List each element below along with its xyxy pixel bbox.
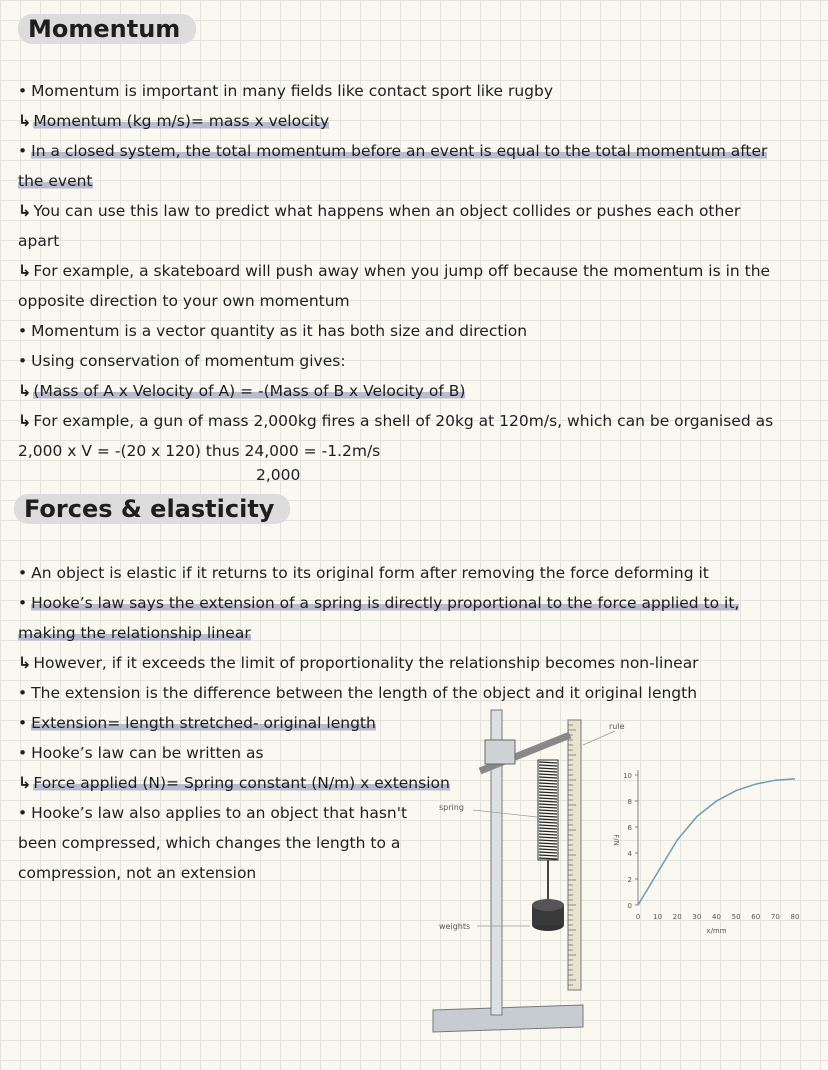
note-text: Using conservation of momentum gives:	[31, 352, 346, 370]
y-tick-label: 4	[627, 850, 632, 858]
arrow-icon: ↳	[18, 111, 32, 130]
note-line	[18, 140, 767, 162]
note-text: Hooke’s law also applies to an object that hasn't	[31, 804, 408, 822]
note-text: 2,000 x V = -(20 x 120) thus 24,000 = -1.2m/s	[18, 442, 381, 460]
x-axis-label: x/mm	[706, 927, 727, 935]
note-text: (Mass of A x Velocity of A) = -(Mass of B x Velocity of B)	[33, 382, 466, 400]
note-line	[18, 622, 251, 644]
note-line	[18, 862, 256, 884]
x-tick-label: 20	[672, 913, 682, 921]
x-tick-label: 0	[635, 913, 641, 921]
spring-coil	[539, 786, 557, 787]
x-tick-label: 50	[731, 913, 741, 921]
note-text: Momentum is important in many fields like contact sport like rugby	[31, 82, 553, 100]
spring-label: spring	[439, 803, 464, 812]
note-line	[18, 832, 400, 854]
note-text: You can use this law to predict what happens when an object collides or pushes each other	[33, 202, 741, 220]
spring-coil	[539, 774, 557, 775]
note-text: For example, a skateboard will push away when you jump off because the momentum is in the	[33, 262, 771, 280]
spring-coil	[539, 846, 557, 847]
spring-coil	[539, 801, 557, 802]
note-line	[18, 230, 59, 252]
heading-forces-elasticity: Forces & elasticity	[14, 494, 290, 524]
note-text: Extension= length stretched- original length	[31, 714, 376, 732]
x-tick-label: 10	[653, 913, 663, 921]
y-tick-label: 0	[627, 902, 632, 910]
arrow-icon: ↳	[18, 261, 32, 280]
note-text: Force applied (N)= Spring constant (N/m) x extension	[33, 774, 450, 792]
note-line	[18, 80, 553, 102]
y-tick-label: 10	[623, 772, 632, 780]
arrow-icon: ↳	[18, 773, 32, 792]
spring-coil	[539, 795, 557, 796]
y-tick-label: 6	[627, 824, 632, 832]
spring-coil	[539, 816, 557, 817]
spring-coil	[539, 810, 557, 811]
spring-coil	[539, 849, 557, 850]
note-line	[18, 652, 699, 674]
note-line	[18, 350, 346, 372]
bullet-icon: •	[18, 804, 28, 822]
bullet-icon: •	[18, 744, 28, 762]
spring-coil	[539, 798, 557, 799]
note-line	[18, 682, 697, 704]
spring-coil	[539, 807, 557, 808]
bullet-icon: •	[18, 142, 28, 160]
arrow-icon: ↳	[18, 381, 32, 400]
y-tick-label: 2	[627, 876, 632, 884]
bullet-icon: •	[18, 352, 28, 370]
base-plate	[433, 1005, 583, 1032]
weight-top	[532, 899, 564, 911]
arrow-icon: ↳	[18, 201, 32, 220]
spring-coil	[539, 768, 557, 769]
note-line	[18, 410, 773, 432]
note-text: Hooke’s law can be written as	[31, 744, 264, 762]
spring-coil	[539, 789, 557, 790]
note-line	[18, 290, 350, 312]
x-tick-label: 40	[712, 913, 721, 921]
spring-coil	[539, 831, 557, 832]
note-line	[18, 110, 329, 132]
spring-coil	[539, 771, 557, 772]
spring-coils	[539, 762, 557, 859]
note-line	[18, 742, 264, 764]
x-tick-label: 30	[692, 913, 702, 921]
force-extension-chart	[600, 760, 800, 1005]
arrow-icon: ↳	[18, 653, 32, 672]
note-text: In a closed system, the total momentum before an event is equal to the total momentum after	[31, 142, 768, 160]
note-text: Momentum (kg m/s)= mass x velocity	[33, 112, 330, 130]
spring-coil	[539, 792, 557, 793]
spring-coil	[539, 840, 557, 841]
note-line	[18, 200, 740, 222]
spring-coil	[539, 837, 557, 838]
y-axis-label: F/N	[612, 834, 620, 846]
note-line	[18, 260, 770, 282]
force-extension-curve	[638, 779, 795, 905]
note-text: Momentum is a vector quantity as it has both size and direction	[31, 322, 528, 340]
note-text: However, if it exceeds the limit of proportionality the relationship becomes non-linear	[33, 654, 699, 672]
spring-apparatus-diagram	[425, 705, 625, 1050]
y-tick-label: 8	[627, 798, 632, 806]
note-line	[18, 320, 527, 342]
spring-coil	[539, 843, 557, 844]
clamp	[485, 740, 515, 764]
spring-coil	[539, 804, 557, 805]
note-text: been compressed, which changes the length to a	[18, 834, 401, 852]
fraction-denominator: 2,000	[256, 466, 301, 484]
spring-coil	[539, 819, 557, 820]
note-text: For example, a gun of mass 2,000kg fires a shell of 20kg at 120m/s, which can be organised as	[33, 412, 774, 430]
note-line	[18, 802, 407, 824]
spring-coil	[539, 828, 557, 829]
note-text: An object is elastic if it returns to its original form after removing the force deforming it	[31, 564, 709, 582]
arrow-icon: ↳	[18, 411, 32, 430]
bullet-icon: •	[18, 322, 28, 340]
note-line	[18, 380, 465, 402]
spring-coil	[539, 813, 557, 814]
bullet-icon: •	[18, 714, 28, 732]
note-text: The extension is the difference between the length of the object and it original length	[31, 684, 698, 702]
spring-coil	[539, 825, 557, 826]
rule-label: rule	[609, 722, 625, 731]
note-line	[18, 562, 709, 584]
spring-coil	[539, 822, 557, 823]
note-line	[18, 772, 450, 794]
note-text: making the relationship linear	[18, 624, 251, 642]
note-line	[18, 440, 380, 462]
weights-label: weights	[439, 922, 471, 931]
bullet-icon: •	[18, 82, 28, 100]
heading-momentum: Momentum	[18, 14, 196, 44]
spring-coil	[539, 852, 557, 853]
spring-coil	[539, 855, 557, 856]
spring-leader	[473, 810, 537, 817]
note-text: opposite direction to your own momentum	[18, 292, 350, 310]
bullet-icon: •	[18, 564, 28, 582]
note-text: the event	[18, 172, 93, 190]
bullet-icon: •	[18, 594, 28, 612]
note-text: Hooke’s law says the extension of a spring is directly proportional to the force applied to it,	[31, 594, 740, 612]
spring-coil	[539, 783, 557, 784]
note-line	[18, 592, 739, 614]
note-text: compression, not an extension	[18, 864, 257, 882]
spring-coil	[539, 765, 557, 766]
note-line	[18, 712, 376, 734]
rule-leader	[583, 731, 615, 745]
x-tick-label: 70	[770, 913, 780, 921]
bullet-icon: •	[18, 684, 28, 702]
note-text: apart	[18, 232, 60, 250]
spring-coil	[539, 858, 557, 859]
x-tick-label: 60	[751, 913, 761, 921]
spring-coil	[539, 780, 557, 781]
spring-coil	[539, 834, 557, 835]
note-line	[18, 170, 93, 192]
spring-coil	[539, 777, 557, 778]
spring-coil	[539, 762, 557, 763]
x-tick-label: 80	[790, 913, 800, 921]
